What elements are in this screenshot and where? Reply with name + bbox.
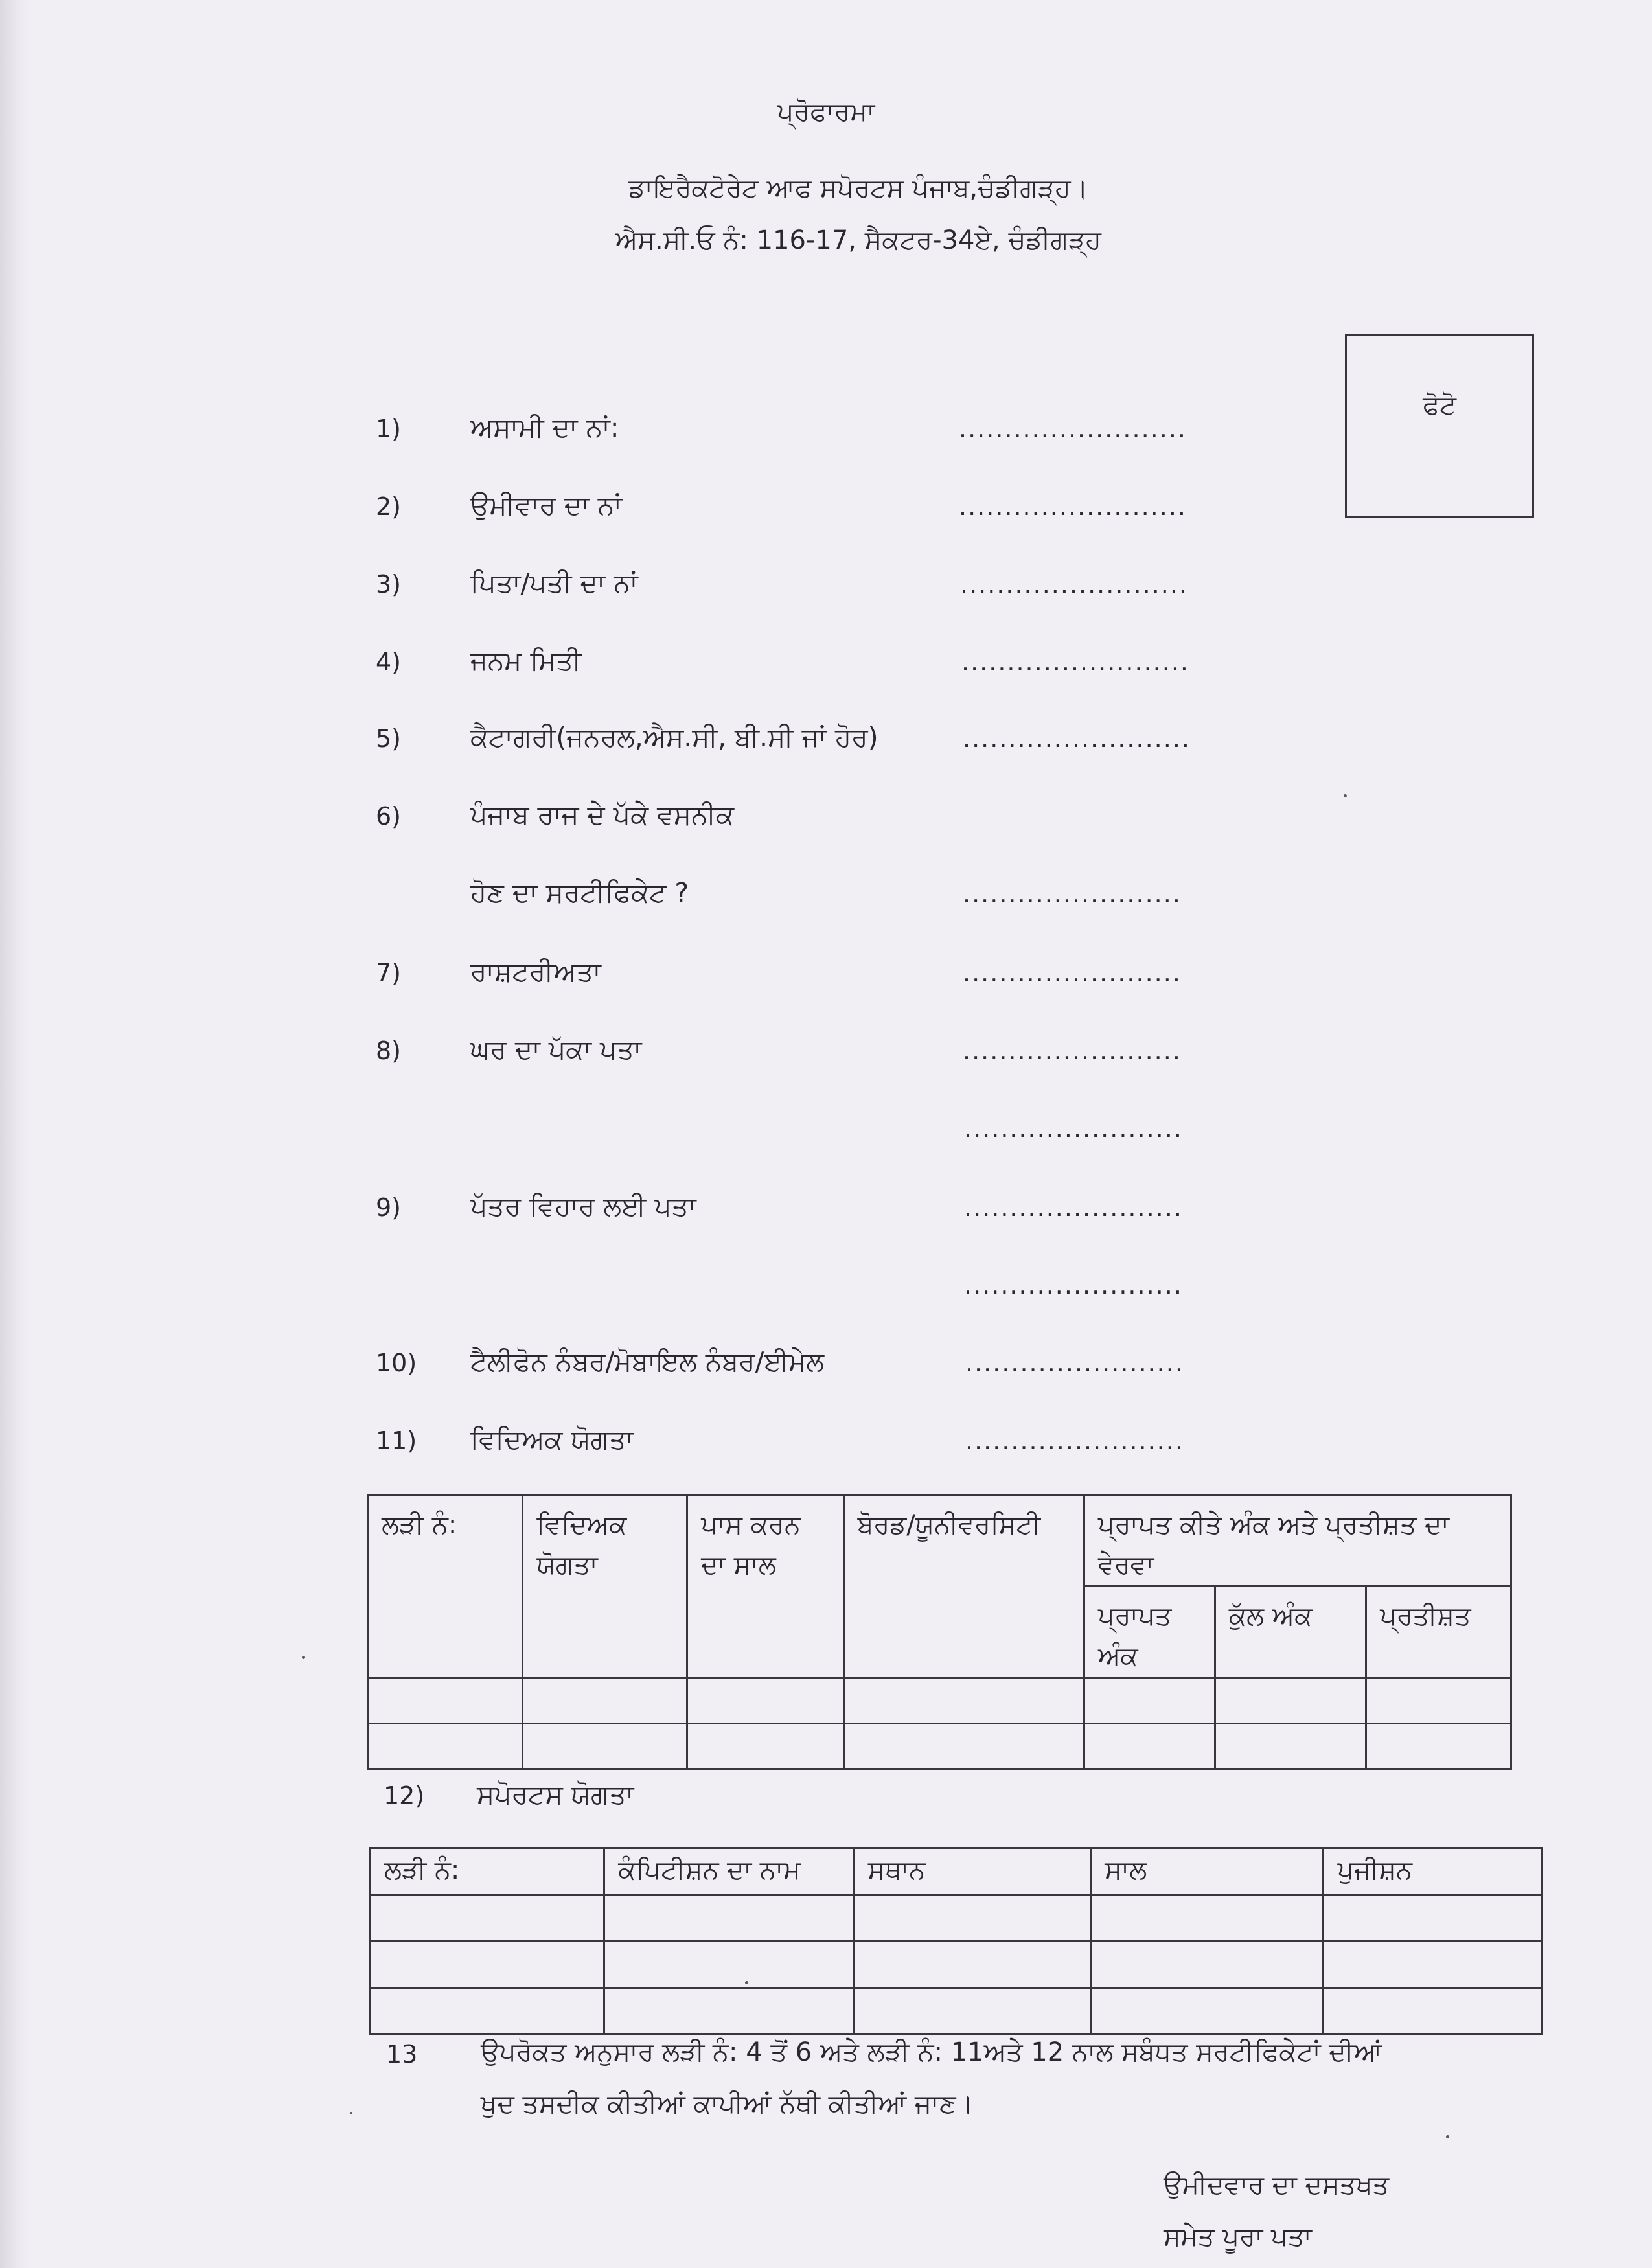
field-blank[interactable]: ........................ [964, 1193, 1183, 1222]
table-cell[interactable] [687, 1678, 843, 1724]
scan-speck [350, 2112, 352, 2114]
field-nationality [0, 956, 1652, 998]
note-line-1: ਉਪਰੋਕਤ ਅਨੁਸਾਰ ਲੜੀ ਨੰ: 4 ਤੋਂ 6 ਅਤੇ ਲੜੀ ਨੰ: 11ਅਤੇ 12 ਨਾਲ ਸਬੰਧਤ ਸਰਟੀਫਿਕੇਟਾਂ ਦੀਆਂ [481, 2037, 1382, 2067]
field-blank[interactable]: ........................ [963, 1037, 1182, 1065]
field-number: 9) [376, 1193, 402, 1222]
col-position-header: ਪੁਜੀਸ਼ਨ [1324, 1848, 1543, 1895]
field-label: ਰਾਸ਼ਟਰੀਅਤਾ [470, 956, 601, 987]
table-cell[interactable] [854, 1942, 1090, 1988]
col-board-header: ਬੋਰਡ/ਯੂਨੀਵਰਸਿਟੀ [843, 1495, 1084, 1678]
table-cell[interactable] [1215, 1678, 1366, 1724]
form-title: ਪ੍ਰੋਫਾਰਮਾ [777, 97, 875, 127]
field-label: ਵਿਦਿਅਕ ਯੋਗਤਾ [470, 1424, 634, 1455]
col-obtained-header: ਪ੍ਰਾਪਤ ਅੰਕ [1084, 1586, 1215, 1678]
table-cell[interactable] [1084, 1678, 1215, 1724]
field-label: ਕੈਟਾਗਰੀ(ਜਨਰਲ,ਐਸ.ਸੀ, ਬੀ.ਸੀ ਜਾਂ ਹੋਰ) [470, 722, 878, 753]
table-cell[interactable] [1091, 1988, 1324, 2035]
field-blank[interactable]: ........................ [964, 1271, 1183, 1300]
field-number: 12) [384, 1781, 425, 1810]
col-percent-header: ਪ੍ਰਤੀਸ਼ਤ [1366, 1586, 1511, 1678]
table-cell[interactable] [371, 1895, 604, 1942]
field-blank[interactable]: ........................ [965, 1349, 1184, 1377]
field-blank[interactable]: ......................... [963, 724, 1191, 753]
table-cell[interactable] [523, 1724, 687, 1769]
photo-label: ਫੋਟੋ [1423, 391, 1456, 420]
table-cell[interactable] [604, 1942, 854, 1988]
field-number: 6) [376, 802, 402, 830]
field-number: 7) [376, 959, 402, 987]
table-cell[interactable] [368, 1724, 523, 1769]
note-line-2: ਖੁਦ ਤਸਦੀਕ ਕੀਤੀਆਂ ਕਾਪੀਆਂ ਨੱਥੀ ਕੀਤੀਆਂ ਜਾਣ। [481, 2089, 974, 2119]
field-label: ਉਮੀਵਾਰ ਦਾ ਨਾਂ [470, 490, 622, 521]
field-father-husband-name [0, 567, 1652, 609]
table-cell[interactable] [1324, 1895, 1543, 1942]
field-punjab-resident [0, 799, 1652, 841]
table-cell[interactable] [1366, 1678, 1511, 1724]
table-row [371, 1895, 1543, 1942]
table-cell[interactable] [854, 1895, 1090, 1942]
field-label: ਟੈਲੀਫੋਨ ਨੰਬਰ/ਮੋਬਾਇਲ ਨੰਬਰ/ਈਮੇਲ [470, 1346, 825, 1377]
table-cell[interactable] [1366, 1724, 1511, 1769]
field-label: ਪੱਤਰ ਵਿਹਾਰ ਲਈ ਪਤਾ [470, 1191, 696, 1222]
table-cell[interactable] [368, 1678, 523, 1724]
field-correspondence-address [0, 1193, 1652, 1232]
field-number: 4) [376, 648, 402, 676]
table-cell[interactable] [1215, 1724, 1366, 1769]
col-total-header: ਕੁੱਲ ਅੰਕ [1215, 1586, 1366, 1678]
field-post-name [0, 412, 1652, 453]
table-cell[interactable] [371, 1942, 604, 1988]
field-label: ਜਨਮ ਮਿਤੀ [470, 645, 582, 676]
field-blank[interactable]: ......................... [959, 415, 1187, 443]
table-cell[interactable] [523, 1678, 687, 1724]
sports-table [369, 1847, 1543, 2035]
table-cell[interactable] [371, 1988, 604, 2035]
organization-name: ਡਾਇਰੈਕਟੋਰੇਟ ਆਫ ਸਪੋਰਟਸ ਪੰਜਾਬ,ਚੰਡੀਗੜ੍ਹ। [628, 174, 1088, 203]
table-cell[interactable] [604, 1988, 854, 2035]
field-date-of-birth [0, 645, 1652, 687]
scan-speck [1344, 794, 1347, 797]
table-cell[interactable] [1084, 1724, 1215, 1769]
field-label: ਸਪੋਰਟਸ ਯੋਗਤਾ [477, 1779, 634, 1810]
table-cell[interactable] [1324, 1988, 1543, 2035]
field-label: ਪਿਤਾ/ਪਤੀ ਦਾ ਨਾਂ [470, 567, 638, 599]
education-table [367, 1494, 1512, 1770]
field-blank[interactable]: ........................ [965, 1426, 1184, 1455]
field-number: 10) [376, 1349, 417, 1377]
field-resident-certificate [0, 877, 1652, 919]
field-blank[interactable]: ........................ [963, 959, 1182, 987]
scan-speck [302, 1656, 305, 1659]
col-year-header: ਸਾਲ [1091, 1848, 1324, 1895]
table-cell[interactable] [604, 1895, 854, 1942]
note-number: 13 [386, 2040, 418, 2068]
field-label: ਅਸਾਮੀ ਦਾ ਨਾਂ: [470, 412, 619, 443]
field-sports [0, 1781, 1652, 1820]
table-cell[interactable] [854, 1988, 1090, 2035]
scan-speck [1446, 2135, 1449, 2138]
field-number: 1) [376, 415, 402, 443]
field-category [0, 724, 1652, 763]
col-serial-header: ਲੜੀ ਨੰ: [371, 1848, 604, 1895]
field-label: ਪੰਜਾਬ ਰਾਜ ਦੇ ਪੱਕੇ ਵਸਨੀਕ [470, 799, 735, 830]
table-cell[interactable] [843, 1678, 1084, 1724]
field-candidate-name [0, 492, 1652, 531]
table-row [371, 1942, 1543, 1988]
table-row [371, 1988, 1543, 2035]
table-cell[interactable] [1091, 1942, 1324, 1988]
field-permanent-address [0, 1034, 1652, 1075]
field-contact [0, 1346, 1652, 1388]
table-row [368, 1724, 1511, 1769]
field-label: ਹੋਣ ਦਾ ਸਰਟੀਫਿਕੇਟ ? [470, 877, 689, 908]
signature-address-label: ਸਮੇਤ ਪੂਰਾ ਪਤਾ [1164, 2222, 1312, 2252]
field-number: 2) [376, 492, 402, 521]
field-education [0, 1426, 1652, 1465]
col-marks-group-header: ਪ੍ਰਾਪਤ ਕੀਤੇ ਅੰਕ ਅਤੇ ਪ੍ਰਤੀਸ਼ਤ ਦਾ ਵੇਰਵਾ [1084, 1495, 1511, 1586]
table-cell[interactable] [1324, 1942, 1543, 1988]
field-label: ਘਰ ਦਾ ਪੱਕਾ ਪਤਾ [470, 1034, 642, 1065]
signature-label: ਉਮੀਦਵਾਰ ਦਾ ਦਸਤਖਤ [1164, 2170, 1390, 2200]
field-blank[interactable]: ........................ [964, 1114, 1183, 1143]
field-blank[interactable]: ......................... [959, 492, 1187, 521]
field-permanent-address-line2 [0, 1114, 1652, 1153]
field-blank[interactable]: ......................... [961, 648, 1189, 676]
field-number: 3) [376, 570, 402, 599]
field-number: 8) [376, 1037, 402, 1065]
field-blank[interactable]: ......................... [960, 570, 1188, 599]
table-cell[interactable] [687, 1724, 843, 1769]
table-cell[interactable] [843, 1724, 1084, 1769]
col-place-header: ਸਥਾਨ [854, 1848, 1090, 1895]
table-cell[interactable] [1091, 1895, 1324, 1942]
field-number: 5) [376, 724, 402, 753]
col-competition-header: ਕੰਪਿਟੀਸ਼ਨ ਦਾ ਨਾਮ [604, 1848, 854, 1895]
col-serial-header: ਲੜੀ ਨੰ: [368, 1495, 523, 1678]
col-qualification-header: ਵਿਦਿਅਕ ਯੋਗਤਾ [523, 1495, 687, 1678]
field-correspondence-address-line2 [0, 1271, 1652, 1310]
table-row [368, 1678, 1511, 1724]
col-year-header: ਪਾਸ ਕਰਨ ਦਾ ਸਾਲ [687, 1495, 843, 1678]
field-number: 11) [376, 1426, 417, 1455]
field-blank[interactable]: ........................ [963, 880, 1182, 908]
organization-address: ਐਸ.ਸੀ.ਓ ਨੰ: 116-17, ਸੈਕਟਰ-34ਏ, ਚੰਡੀਗੜ੍ਹ [615, 225, 1101, 255]
scan-speck [745, 1981, 748, 1984]
